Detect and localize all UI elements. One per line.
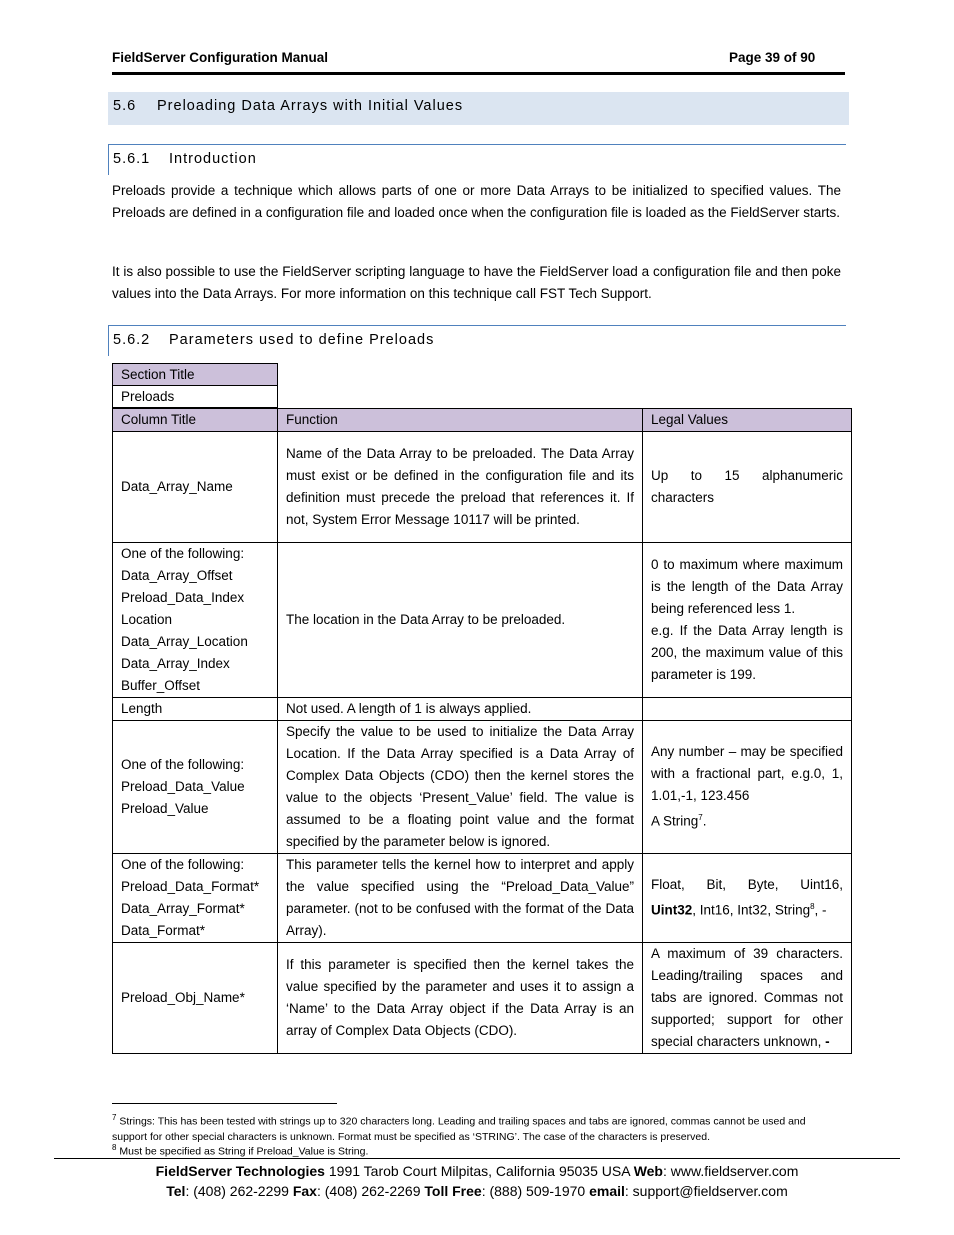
legal-values-cell [643, 943, 852, 1054]
title-line: Data_Array_Offset [121, 568, 233, 583]
footer-label: Fax [292, 1183, 317, 1199]
subsection-parameters [108, 325, 846, 356]
legal-values-cell [643, 698, 852, 721]
section-title-header: Section Title [113, 364, 278, 386]
column-header: Legal Values [643, 409, 852, 432]
intro-paragraph-1: Preloads provide a technique which allows parts of one or more Data Arrays to be initialized to specified values. The Preloads are defined in a configuration file and loaded once when the configuration file is loaded as the FieldServer starts. [112, 183, 841, 220]
footnote-text: Must be specified as String if Preload_Value is String. [116, 1145, 369, 1158]
function-cell: The location in the Data Array to be preloaded. [278, 543, 643, 698]
legal-text: , Int16, Int32, String [692, 902, 811, 918]
legal-line: Any number – may be specified with a fractional part, e.g.0, 1, 1.01,-1, 123.456 [651, 744, 843, 804]
footnote-rule [112, 1103, 337, 1104]
footnote-number: 8 [112, 1143, 117, 1152]
footer-label: Tel [166, 1183, 186, 1199]
subsection-title: Parameters used to define Preloads [169, 332, 435, 348]
column-header: Function [278, 409, 643, 432]
legal-end: . [702, 813, 707, 829]
title-line: Data_Array_Location [121, 634, 248, 649]
legal-values-cell: Up to 15 alphanumeric characters [643, 432, 852, 543]
footnote-ref: 8 [810, 902, 815, 912]
footer-label: email [589, 1183, 625, 1199]
footnote-8 [112, 1140, 842, 1160]
title-line: Data_Array_Format* [121, 901, 245, 916]
header-rule [112, 72, 845, 75]
footer-tel: : (408) 262-2299 [185, 1183, 293, 1199]
column-title-cell [113, 854, 278, 943]
legal-values-cell [643, 721, 852, 854]
footer-email: : support@fieldserver.com [624, 1183, 788, 1199]
footnote-text: Strings: This has been tested with strings up to 320 characters long. Leading and trailing spaces and tabs are ignored, commas cannot be used and support for other special characters is unknown. Format must be specified as ‘STRING’. The case of the characters is preserved. [112, 1115, 806, 1143]
title-line: One of the following: [121, 757, 245, 772]
legal-bold: Uint32 [651, 902, 693, 918]
section-title-table [112, 363, 278, 408]
title-line: Buffer_Offset [121, 678, 201, 693]
title-line: One of the following: [121, 857, 245, 872]
page-number: Page 39 of 90 [729, 50, 816, 65]
footer-line-2 [0, 1183, 954, 1199]
legal-line [651, 896, 843, 922]
footer-line-1 [0, 1163, 954, 1179]
column-title-cell: Data_Array_Name [113, 432, 278, 543]
legal-text: , - [814, 902, 827, 918]
section-heading [108, 92, 849, 125]
function-cell: This parameter tells the kernel how to interpret and apply the value specified using the “Preload_Data_Value” parameter. (not to be confused with the format of the Data Array). [278, 854, 643, 943]
legal-string: A String [651, 813, 699, 829]
section-title: Preloading Data Arrays with Initial Values [157, 98, 464, 114]
footnote-ref: 7 [698, 813, 703, 823]
footer-fax: : (408) 262-2269 [316, 1183, 425, 1199]
table-row [113, 854, 852, 943]
table-row [113, 698, 852, 721]
subsection-title: Introduction [169, 151, 257, 167]
column-title-cell [113, 543, 278, 698]
section-number: 5.6 [113, 98, 137, 114]
title-line: Preload_Data_Index [121, 590, 245, 605]
column-title-cell [113, 721, 278, 854]
footer-web: : www.fieldserver.com [663, 1163, 799, 1179]
function-cell: Not used. A length of 1 is always applied. [278, 698, 643, 721]
column-header: Column Title [113, 409, 278, 432]
column-title-cell: Preload_Obj_Name* [113, 943, 278, 1054]
legal-line: Float, Bit, Byte, Uint16, [651, 877, 843, 893]
title-line: Data_Array_Index [121, 656, 230, 671]
table-row [113, 432, 852, 543]
legal-text: A maximum of 39 characters. Leading/trailing spaces and tabs are ignored. Commas not supported; support for other special characters unknown, [651, 946, 843, 1049]
footer-label: Toll Free [424, 1183, 482, 1199]
legal-line: e.g. If the Data Array length is 200, the maximum value of this parameter is 199. [651, 623, 843, 682]
table-row [113, 543, 852, 698]
subsection-number: 5.6.2 [113, 332, 151, 348]
footer-company: FieldServer Technologies [155, 1163, 325, 1179]
table-row [113, 943, 852, 1054]
subsection-introduction [108, 144, 846, 175]
legal-line [651, 807, 843, 833]
function-cell: If this parameter is specified then the kernel takes the value specified by the parameter and uses it to assign a ‘Name’ to the Data Array object if the Data Array is an array of Complex Data Objects (CDO). [278, 943, 643, 1054]
parameters-table [112, 408, 852, 1054]
function-cell: Specify the value to be used to initialize the Data Array Location. If the Data Array specified is a Data Array of Complex Data Objects (CDO) then the kernel stores the value to the objects ‘Present_Value’ field. The value is assumed to be a floating point value and the format specified by the parameter below is ignored. [278, 721, 643, 854]
title-line: Data_Format* [121, 923, 206, 938]
legal-bold: - [821, 1034, 830, 1049]
footer-tollfree: : (888) 509-1970 [481, 1183, 590, 1199]
table-header-row [113, 409, 852, 432]
table-row [113, 721, 852, 854]
title-line: Preload_Data_Value [121, 779, 245, 794]
legal-line: 0 to maximum where maximum is the length of the Data Array being referenced less 1. [651, 557, 843, 616]
function-cell: Name of the Data Array to be preloaded. The Data Array must exist or be defined in the configuration file and its definition must precede the preload that references it. If not, System Error Message 10117 will be printed. [278, 432, 643, 543]
intro-paragraph-2: It is also possible to use the FieldServer scripting language to have the FieldServer load a configuration file and then poke values into the Data Arrays. For more information on this technique call FST Tech Support. [112, 264, 841, 301]
title-line: Location [121, 612, 173, 627]
title-line: Preload_Value [121, 801, 209, 816]
footer-rule [54, 1158, 900, 1159]
column-title-cell: Length [113, 698, 278, 721]
title-line: One of the following: [121, 546, 245, 561]
title-line: Preload_Data_Format* [121, 879, 260, 894]
footer-label: Web [633, 1163, 663, 1179]
header-title: FieldServer Configuration Manual [112, 50, 329, 65]
section-title-value: Preloads [113, 386, 278, 408]
subsection-number: 5.6.1 [113, 151, 151, 167]
legal-values-cell [643, 854, 852, 943]
legal-values-cell [643, 543, 852, 698]
footnote-number: 7 [112, 1113, 117, 1122]
footer-address: 1991 Tarob Court Milpitas, California 95035 USA [324, 1163, 634, 1179]
